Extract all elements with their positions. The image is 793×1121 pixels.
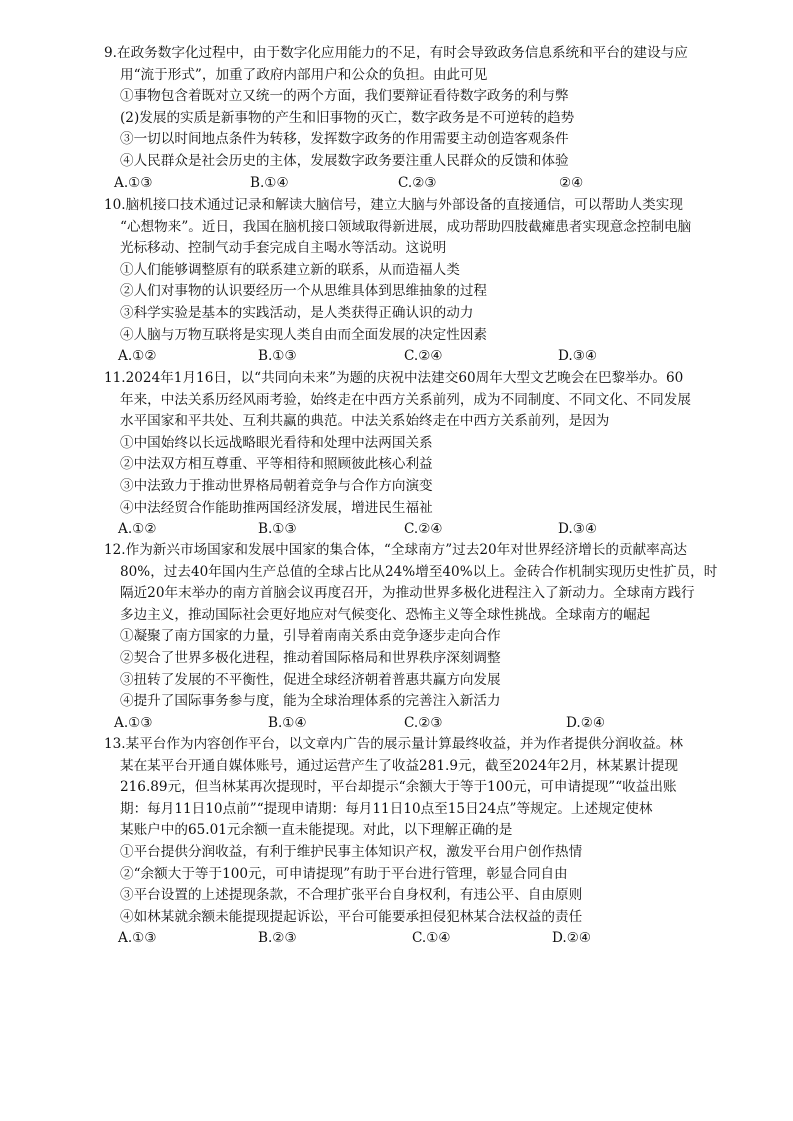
- question-stem-line: 11.2024年1月16日，以“共同向未来”为题的庆祝中法建交60周年大型文艺晚会在巴黎举办。60: [104, 370, 684, 386]
- question-stem-line: 水平国家和平共处、互利共赢的典范。中法关系始终走在中西方关系前列，是因为: [120, 413, 610, 430]
- question-stem-line: 10.脑机接口技术通过记录和解读大脑信号，建立大脑与外部设备的直接通信，可以帮助人类实现: [104, 197, 683, 213]
- choice-d: D.③④: [558, 521, 598, 538]
- question-10: [104, 195, 752, 368]
- option-line: ③扭转了发展的不平衡性，促进全球经济朝着普惠共赢方向发展: [120, 671, 501, 688]
- option-line: ②人们对事物的认识要经历一个从思维具体到思维抽象的过程: [120, 283, 488, 300]
- question-stem-line: 某在某平台开通自媒体账号，通过运营产生了收益281.9元，截至2024年2月，林某累计提现: [120, 757, 678, 774]
- choice-d: D.②④: [552, 930, 592, 947]
- answer-choices: [104, 346, 752, 368]
- choice-b: B.②③: [258, 930, 297, 947]
- question-11: [104, 368, 752, 541]
- answer-choices: [104, 519, 752, 541]
- question-12: [104, 540, 752, 734]
- choice-b: B.①④: [250, 174, 289, 191]
- choice-a: A.①②: [118, 348, 157, 365]
- choice-c: C.①④: [412, 930, 451, 947]
- question-stem-line: “心想物来”。近日，我国在脑机接口领域取得新进展，成功帮助四肢截瘫患者实现意念控制电脑: [120, 218, 692, 235]
- option-line: ①凝聚了南方国家的力量，引导着南南关系由竞争逐步走向合作: [120, 628, 501, 645]
- question-stem-line: 80%，过去40年国内生产总值的全球占比从24%增至40%以上。金砖合作机制实现历史性扩员，时: [120, 563, 718, 580]
- choice-d: D.②④: [566, 714, 606, 731]
- option-line: ③科学实验是基本的实践活动，是人类获得正确认识的动力: [120, 304, 474, 321]
- option-line: ①平台提供分润收益，有利于维护民事主体知识产权，激发平台用户创作热情: [120, 843, 583, 860]
- choice-a: A.①②: [118, 521, 157, 538]
- question-stem-line: 13.某平台作为内容创作平台，以文章内广告的展示量计算最终收益，并为作者提供分润收益。林: [104, 736, 683, 752]
- option-line: ②“余额大于等于100元，可申请提现”有助于平台进行管理，彰显合同自由: [120, 865, 568, 882]
- answer-choices: [104, 928, 752, 950]
- question-stem-line: 用“流于形式”，加重了政府内部用户和公众的负担。由此可见: [120, 66, 488, 83]
- question-stem-line: 期：每月11日10点前”“提现申请期：每月11日10点至15日24点”等规定。上述规定使林: [120, 800, 653, 817]
- option-line: ①人们能够调整原有的联系建立新的联系，从而造福人类: [120, 261, 460, 278]
- option-line: ③中法致力于推动世界格局朝着竞争与合作方向演变: [120, 477, 433, 494]
- option-line: ③一切以时间地点条件为转移，发挥数字政务的作用需要主动创造客观条件: [120, 131, 569, 148]
- question-9: [104, 43, 752, 194]
- question-13: [104, 734, 752, 950]
- question-stem-line: 多边主义，推动国际社会更好地应对气候变化、恐怖主义等全球性挑战。全球南方的崛起: [120, 606, 651, 623]
- option-line: ②中法双方相互尊重、平等相待和照顾彼此核心利益: [120, 456, 433, 473]
- choice-c: C.②③: [398, 174, 437, 191]
- option-line: ①事物包含着既对立又统一的两个方面，我们要辩证看待数字政务的利与弊: [120, 88, 569, 105]
- question-stem-line: 隔近20年末举办的南方首脑会议再度召开，为推动世界多极化进程注入了新动力。全球南方践行: [120, 585, 695, 602]
- question-stem-line: 某账户中的65.01元余额一直未能提现。对此，以下理解正确的是: [120, 822, 513, 839]
- choice-b: B.①③: [258, 348, 297, 365]
- option-line: ④人民群众是社会历史的主体，发展数字政务要注重人民群众的反馈和体验: [120, 152, 569, 169]
- option-line: ②契合了世界多极化进程，推动着国际格局和世界秩序深刻调整: [120, 649, 501, 666]
- choice-c: C.②③: [404, 714, 443, 731]
- option-line: ③平台设置的上述提现条款，不合理扩张平台自身权利，有违公平、自由原则: [120, 887, 583, 904]
- option-line: ④如林某就余额未能提现提起诉讼，平台可能要承担侵犯林某合法权益的责任: [120, 908, 583, 925]
- choice-a: A.①③: [114, 174, 153, 191]
- option-line: (2)发展的实质是新事物的产生和旧事物的灭亡，数字政务是不可逆转的趋势: [120, 109, 575, 126]
- choice-c: C.②④: [404, 348, 443, 365]
- choice-b: B.①④: [268, 714, 307, 731]
- option-line: ④中法经贸合作能助推两国经济发展，增进民生福祉: [120, 499, 433, 516]
- question-stem-line: 9.在政务数字化过程中，由于数字化应用能力的不足，有时会导致政务信息系统和平台的建设与应: [104, 45, 688, 61]
- option-line: ④提升了国际事务参与度，能为全球治理体系的完善注入新活力: [120, 693, 501, 710]
- choice-a: A.①③: [118, 930, 157, 947]
- choice-d: ②④: [559, 174, 584, 191]
- choice-a: A.①③: [114, 714, 153, 731]
- option-line: ①中国始终以长远战略眼光看待和处理中法两国关系: [120, 434, 433, 451]
- question-stem-line: 12.作为新兴市场国家和发展中国家的集合体，“全球南方”过去20年对世界经济增长的贡献率高达: [104, 542, 687, 558]
- choice-d: D.③④: [558, 348, 598, 365]
- answer-choices: [104, 713, 752, 735]
- option-line: ④人脑与万物互联将是实现人类自由而全面发展的决定性因素: [120, 326, 488, 343]
- answer-choices: [104, 173, 752, 195]
- choice-b: B.①③: [258, 521, 297, 538]
- question-stem-line: 年来，中法关系历经风雨考验，始终走在中西方关系前列，成为不同制度、不同文化、不同发展: [120, 391, 691, 408]
- question-stem-line: 光标移动、控制气动手套完成自主喝水等活动。这说明: [120, 240, 447, 257]
- question-stem-line: 216.89元，但当林某再次提现时，平台却提示“余额大于等于100元，可申请提现”“收益出账: [120, 779, 677, 796]
- choice-c: C.②④: [404, 521, 443, 538]
